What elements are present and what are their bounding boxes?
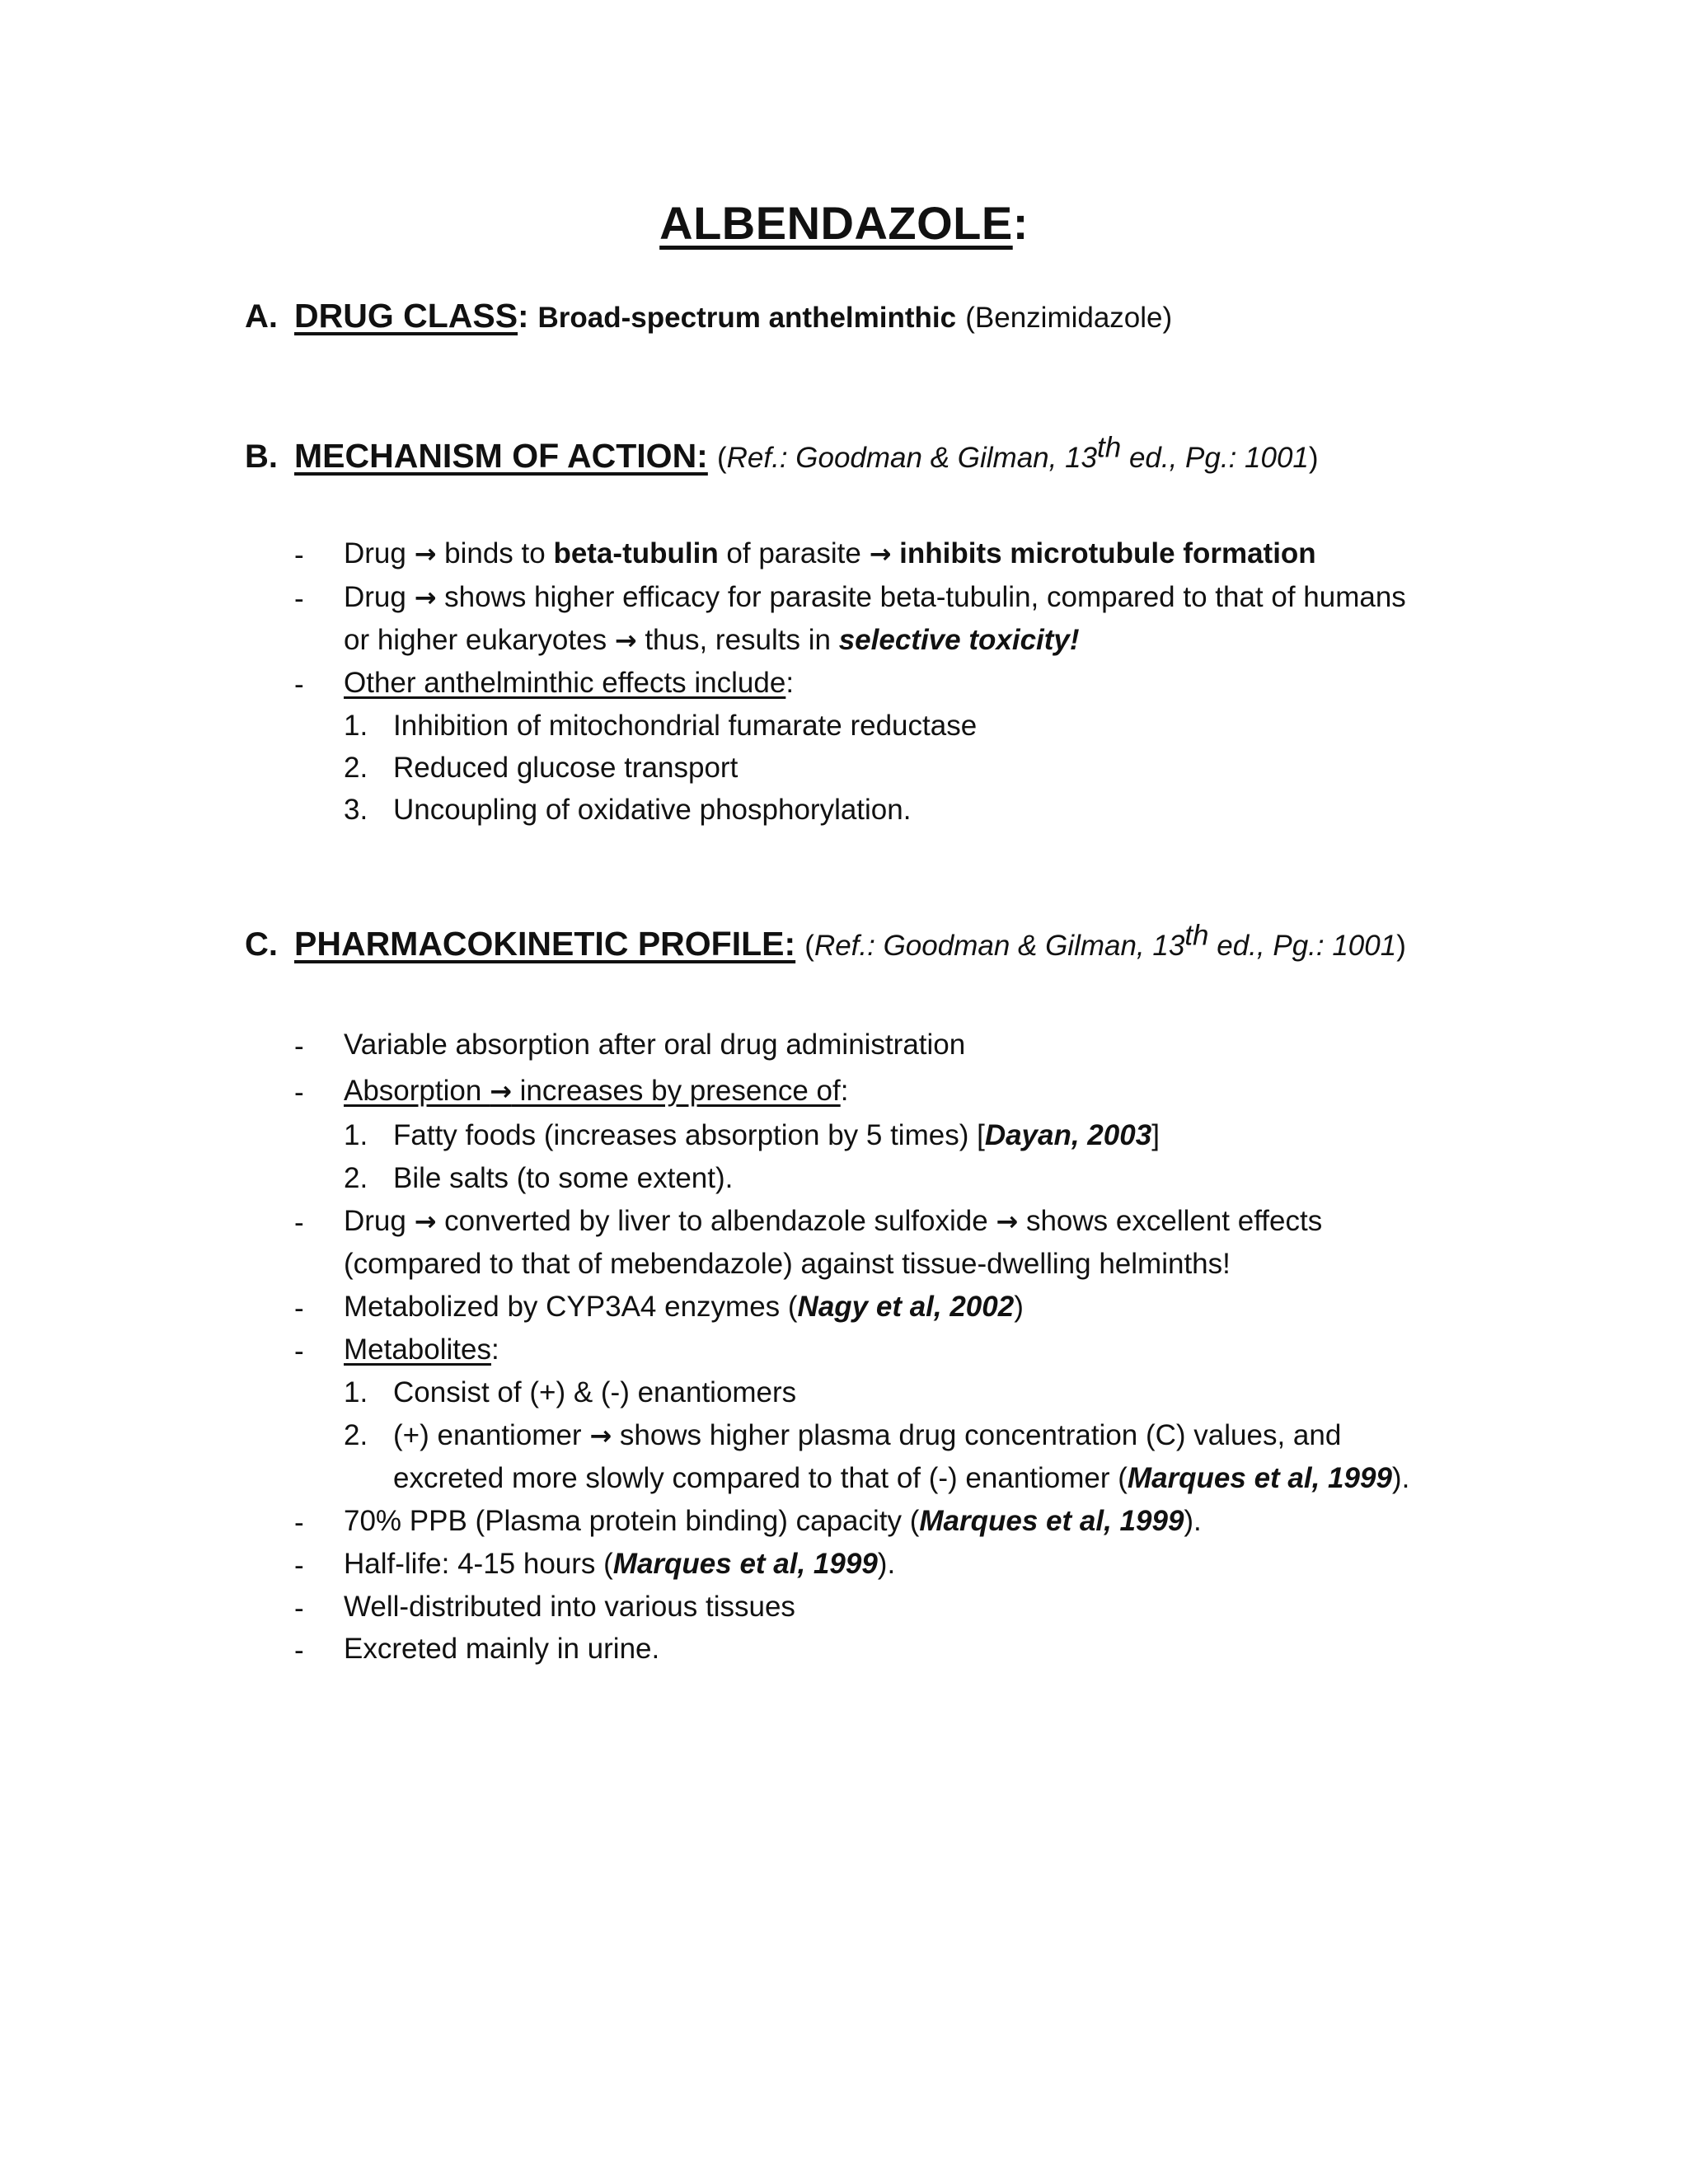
ref-sup: th <box>1184 919 1209 952</box>
page-title <box>0 196 1688 250</box>
title-colon: : <box>1012 197 1029 249</box>
underlined-text: Metabolites <box>344 1333 491 1366</box>
text: ] <box>1151 1119 1160 1151</box>
arrow-right-icon: → <box>414 1206 437 1237</box>
section-a-colon: : <box>518 298 529 335</box>
text: of parasite <box>718 537 870 569</box>
text: ). <box>877 1548 896 1580</box>
list-item <box>344 1335 499 1364</box>
list-number: 1. <box>344 1119 368 1151</box>
bullet-dash: - <box>294 1292 304 1324</box>
list-item <box>344 668 794 697</box>
bullet-dash: - <box>294 1507 304 1539</box>
bold-term: inhibits microtubule formation <box>891 537 1316 569</box>
text: Fatty foods (increases absorption by 5 times) [ <box>393 1119 985 1151</box>
numbered-item <box>393 1421 1341 1450</box>
ref-page: ed., Pg.: 1001 <box>1121 442 1309 474</box>
text: Drug <box>344 1205 415 1237</box>
drug-class-group: (Benzimidazole) <box>965 302 1173 334</box>
text: ). <box>1184 1505 1202 1537</box>
underlined-text: Absorption <box>344 1075 490 1107</box>
section-c-ref <box>804 919 1406 962</box>
ref-page: ed., Pg.: 1001 <box>1208 930 1397 962</box>
text: shows higher plasma drug concentration (C) values, and <box>612 1419 1342 1451</box>
list-number: 2. <box>344 1419 368 1451</box>
list-item <box>344 539 1316 568</box>
numbered-item <box>393 1121 1160 1150</box>
list-item <box>344 1207 1322 1235</box>
section-b-heading <box>245 431 1319 476</box>
bullet-dash: - <box>294 1335 304 1367</box>
list-item: Well-distributed into various tissues <box>344 1591 795 1623</box>
numbered-item: Bile salts (to some extent). <box>393 1162 734 1194</box>
bullet-dash: - <box>294 1634 304 1666</box>
list-item: Variable absorption after oral drug administration <box>344 1029 966 1061</box>
ref-close: ) <box>1308 442 1319 474</box>
title-text: ALBENDAZOLE <box>659 197 1013 249</box>
bullet-dash: - <box>294 1207 304 1239</box>
ref-text: Ref.: Goodman & Gilman, 13 <box>814 930 1185 962</box>
emphasis-text: selective toxicity! <box>838 624 1080 656</box>
ref-sup: th <box>1097 431 1122 464</box>
bold-term: beta-tubulin <box>553 537 719 569</box>
list-item <box>344 1549 895 1578</box>
text: shows higher efficacy for parasite beta-tubulin, compared to that of humans <box>436 581 1406 613</box>
list-item <box>344 1292 1024 1321</box>
citation: Marques et al, 1999 <box>1127 1462 1392 1494</box>
text: binds to <box>436 537 554 569</box>
section-a-letter: A. <box>245 298 278 335</box>
bullet-dash: - <box>294 1076 304 1108</box>
list-item-continuation: (compared to that of mebendazole) against tissue-dwelling helminths! <box>344 1248 1231 1280</box>
bullet-dash: - <box>294 668 304 701</box>
section-b-letter: B. <box>245 438 278 475</box>
text: 70% PPB (Plasma protein binding) capacity ( <box>344 1505 920 1537</box>
citation: Marques et al, 1999 <box>919 1505 1184 1537</box>
arrow-right-icon: → <box>414 582 437 613</box>
text: excreted more slowly compared to that of (-) enantiomer ( <box>393 1462 1128 1494</box>
list-item-continuation <box>344 626 1080 654</box>
numbered-item: Reduced glucose transport <box>393 752 738 784</box>
list-number: 2. <box>344 752 368 784</box>
citation: Nagy et al, 2002 <box>797 1291 1015 1323</box>
text: shows excellent effects <box>1018 1205 1323 1237</box>
section-b-ref <box>716 431 1319 474</box>
text: ). <box>1391 1462 1410 1494</box>
arrow-right-icon: → <box>589 1420 612 1451</box>
bullet-dash: - <box>294 583 304 615</box>
section-c-heading <box>245 919 1406 963</box>
text: ) <box>1014 1291 1024 1323</box>
numbered-item: Uncoupling of oxidative phosphorylation. <box>393 794 912 826</box>
text: Half-life: 4-15 hours ( <box>344 1548 613 1580</box>
text: : <box>490 1333 499 1366</box>
numbered-item: Inhibition of mitochondrial fumarate reductase <box>393 710 978 742</box>
list-item <box>344 1507 1202 1535</box>
section-a-heading <box>245 297 1172 335</box>
citation: Dayan, 2003 <box>984 1119 1152 1151</box>
drug-class-name: Broad-spectrum anthelminthic <box>537 302 957 334</box>
section-c-letter: C. <box>245 926 278 963</box>
text: : <box>785 667 795 699</box>
section-c-title: PHARMACOKINETIC PROFILE: <box>294 925 796 963</box>
list-number: 1. <box>344 1376 368 1408</box>
text: Drug <box>344 537 415 569</box>
bullet-dash: - <box>294 1030 304 1062</box>
bullet-dash: - <box>294 1592 304 1624</box>
list-item: Excreted mainly in urine. <box>344 1633 660 1665</box>
text: thus, results in <box>636 624 839 656</box>
list-number: 3. <box>344 794 368 826</box>
list-item <box>344 1076 848 1105</box>
numbered-item-continuation <box>393 1464 1409 1493</box>
text: converted by liver to albendazole sulfoxide <box>436 1205 996 1237</box>
list-item <box>344 583 1406 612</box>
text: Drug <box>344 581 415 613</box>
list-number: 2. <box>344 1162 368 1194</box>
ref-close: ) <box>1396 930 1406 962</box>
arrow-right-icon: → <box>869 538 892 569</box>
arrow-right-icon: → <box>996 1206 1019 1237</box>
bullet-dash: - <box>294 539 304 571</box>
text: (+) enantiomer <box>393 1419 590 1451</box>
bullet-dash: - <box>294 1549 304 1582</box>
numbered-item: Consist of (+) & (-) enantiomers <box>393 1376 797 1408</box>
ref-open: ( <box>804 930 814 962</box>
text: Metabolized by CYP3A4 enzymes ( <box>344 1291 798 1323</box>
list-number: 1. <box>344 710 368 742</box>
citation: Marques et al, 1999 <box>612 1548 878 1580</box>
underlined-text: Other anthelminthic effects include <box>344 667 786 699</box>
underlined-text: increases by presence of <box>511 1075 841 1107</box>
text: or higher eukaryotes <box>344 624 615 656</box>
ref-text: Ref.: Goodman & Gilman, 13 <box>726 442 1098 474</box>
arrow-right-icon: → <box>614 625 637 656</box>
text: : <box>840 1075 849 1107</box>
arrow-right-icon: → <box>490 1076 512 1107</box>
ref-open: ( <box>716 442 727 474</box>
section-a-title: DRUG CLASS <box>294 297 518 335</box>
arrow-right-icon: → <box>414 538 437 569</box>
section-b-title: MECHANISM OF ACTION: <box>294 437 708 475</box>
